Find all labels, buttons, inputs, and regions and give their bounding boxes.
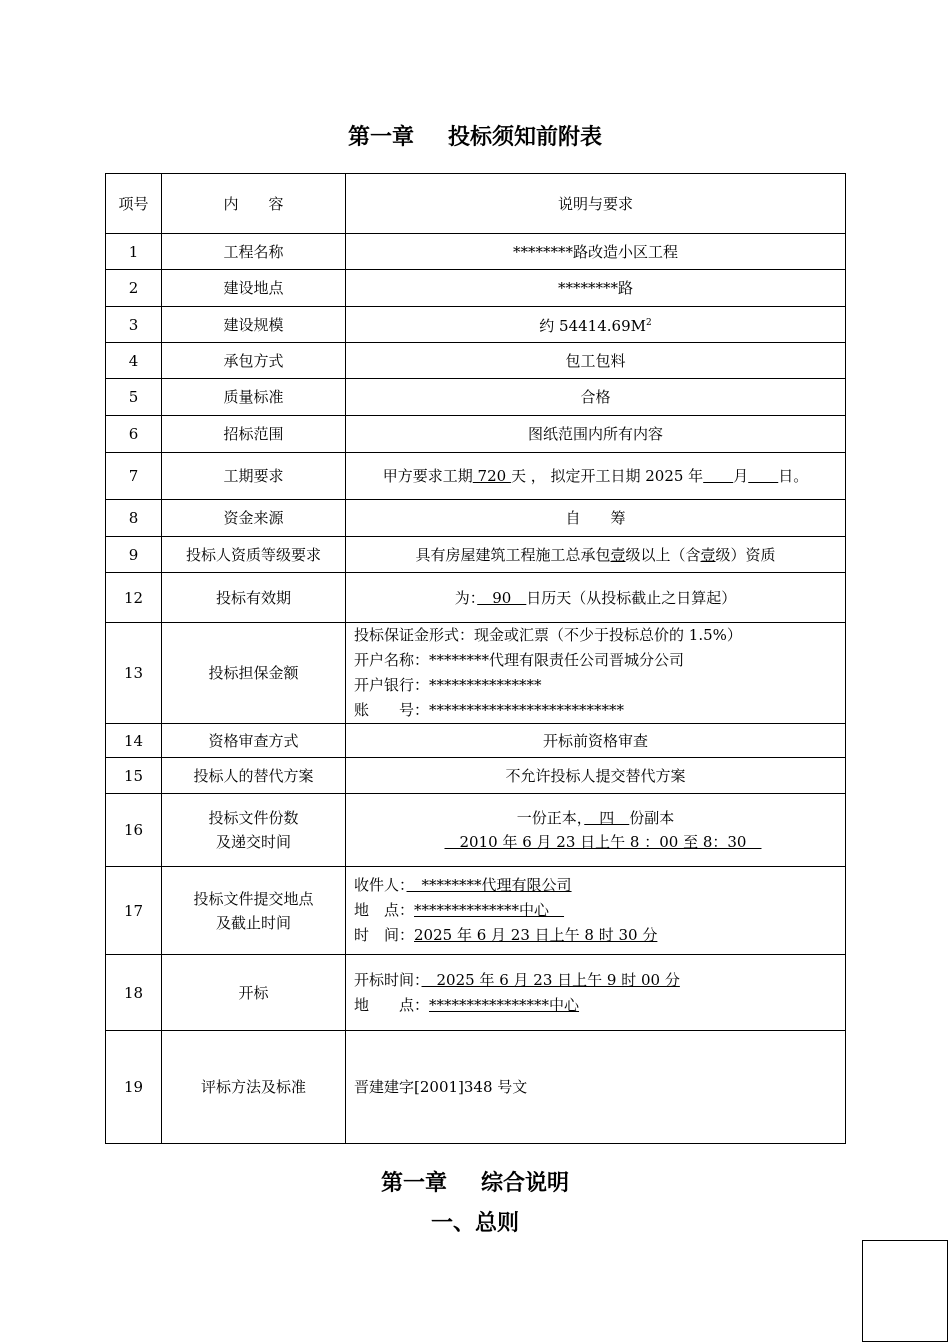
- chapter-title: 综合说明: [481, 1171, 570, 1196]
- table-row: 13 投标担保金额 投标保证金形式：现金或汇票（不少于投标总价的 1.5%） 开户名称：********代理有限责任公司晋城分公司 开户银行：*************** 账 号：**************************: [106, 623, 846, 724]
- header-item-no: 项号: [106, 174, 162, 234]
- table-row: 15 投标人的替代方案 不允许投标人提交替代方案: [106, 758, 846, 794]
- table-row: 1 工程名称 ********路改造小区工程: [106, 234, 846, 270]
- table-row: 9 投标人资质等级要求 具有房屋建筑工程施工总承包壹级以上（含壹级）资质: [106, 537, 846, 573]
- table-row: 6 招标范围 图纸范围内所有内容: [106, 416, 846, 453]
- table-row: 5 质量标准 合格: [106, 379, 846, 416]
- page-title: [0, 120, 950, 151]
- table-row: 3 建设规模 约 $54414.69M^2$: [106, 307, 846, 343]
- section-heading: 一、总则: [430, 1211, 519, 1236]
- table-row: 18 开标 开标时间： 2025 年 6 月 23 日上午 9 时 00 分 地 点：****************中心: [106, 955, 846, 1031]
- table-row: 2 建设地点 ********路: [106, 270, 846, 307]
- chapter-number: 第一章: [380, 1171, 447, 1196]
- table-row: 8 资金来源 自 筹: [106, 500, 846, 537]
- corner-box: [862, 1240, 948, 1342]
- header-requirements: 说明与要求: [346, 174, 846, 234]
- table-row: 17 投标文件提交地点 及截止时间 收件人： ********代理有限公司 地 点：**************中心 时 间：2025 年 6 月 23 日上午 8 时 30 分: [106, 867, 846, 955]
- table-row: 19 评标方法及标准 晋建建字[2001]348 号文: [106, 1031, 846, 1144]
- title-chapter: 第一章: [347, 125, 414, 150]
- table-header-row: [106, 174, 846, 234]
- table-row: 16 投标文件份数 及递交时间 一份正本， 四 份副本 2010 年 6 月 23 日上午 8 ：00 至 8：30: [106, 794, 846, 867]
- title-text: 投标须知前附表: [448, 125, 603, 150]
- table-row: 14 资格审查方式 开标前资格审查: [106, 724, 846, 758]
- table-row: 12 投标有效期 为： 90 日历天（从投标截止之日算起）: [106, 573, 846, 623]
- header-content: 内 容: [162, 174, 346, 234]
- bid-instructions-table: [105, 173, 846, 1144]
- chapter-heading: [0, 1166, 950, 1197]
- table-row: 4 承包方式 包工包料: [106, 343, 846, 379]
- table-row: 7 工期要求 甲方要求工期 720 天 ， 拟定开工日期 2025 年 月 日。: [106, 453, 846, 500]
